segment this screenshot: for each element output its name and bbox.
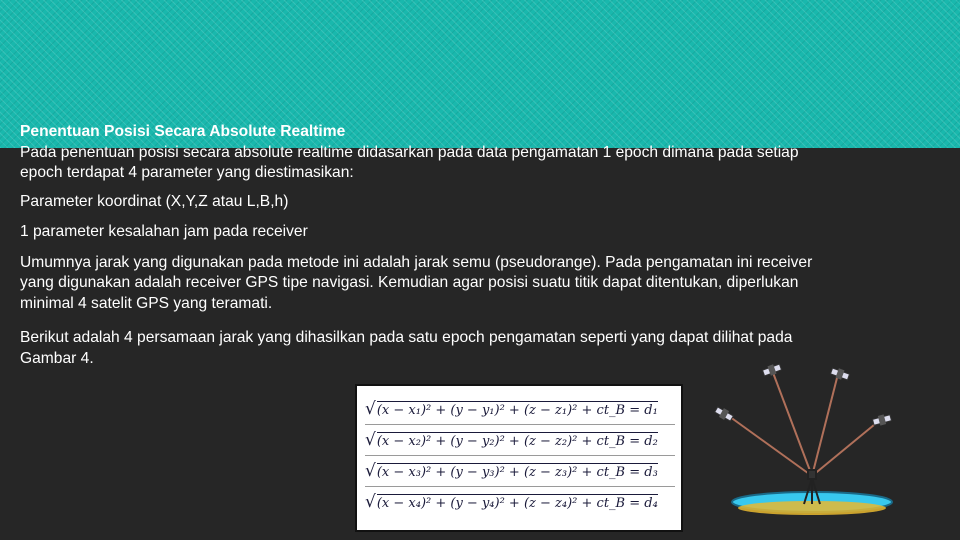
equation-figure [355, 384, 683, 532]
pseudorange-paragraph: Umumnya jarak yang digunakan pada metode ini adalah jarak semu (pseudorange). Pada pengamatan ini receiver yang digunakan adalah receiver GPS tipe navigasi. Kemudian agar posisi suatu titik dapat ditentukan, diperlukan minimal 4 satelit GPS yang teramati. [20, 253, 813, 312]
signal-ray [812, 420, 880, 476]
equation-intro-paragraph: Berikut adalah 4 persamaan jarak yang dihasilkan pada satu epoch pengamatan seperti yang dapat dilihat pada Gambar 4. [20, 329, 793, 367]
gps-satellite-illustration [700, 358, 940, 528]
parameter-item-coordinates: Parameter koordinat (X,Y,Z atau L,B,h) [20, 192, 289, 210]
sqrt-symbol: √ [365, 461, 376, 481]
signal-rays [726, 370, 880, 476]
equation-text: (x − x₃)² + (y − y₃)² + (z − z₃)² + ct_B = d₃ [376, 464, 658, 480]
satellite-icon [714, 405, 735, 423]
signal-ray [772, 370, 812, 476]
equation-row [365, 425, 675, 456]
signal-ray [812, 374, 838, 476]
satellite-icon [872, 413, 892, 427]
intro-paragraph: Pada penentuan posisi secara absolute realtime didasarkan pada data pengamatan 1 epoch dimana pada setiap epoch terdapat 4 parameter yang diestimasikan: [20, 143, 799, 181]
parameter-item-clock: 1 parameter kesalahan jam pada receiver [20, 223, 308, 240]
sqrt-symbol: √ [365, 492, 376, 512]
sqrt-symbol: √ [365, 399, 376, 419]
sqrt-symbol: √ [365, 430, 376, 450]
slide-content [20, 122, 840, 369]
satellite-icon [830, 366, 850, 382]
receiver-tripod-icon [804, 470, 820, 504]
slide-title: Penentuan Posisi Secara Absolute Realtime [20, 123, 346, 140]
equation-text: (x − x₄)² + (y − y₄)² + (z − z₄)² + ct_B = d₄ [376, 495, 658, 511]
equation-row [365, 394, 675, 425]
equation-row [365, 456, 675, 487]
equation-row [365, 487, 675, 517]
satellite-icon [762, 362, 782, 378]
equation-text: (x − x₂)² + (y − y₂)² + (z − z₂)² + ct_B = d₂ [376, 433, 658, 449]
equation-text: (x − x₁)² + (y − y₁)² + (z − z₁)² + ct_B = d₁ [376, 402, 658, 418]
signal-ray [726, 414, 812, 476]
